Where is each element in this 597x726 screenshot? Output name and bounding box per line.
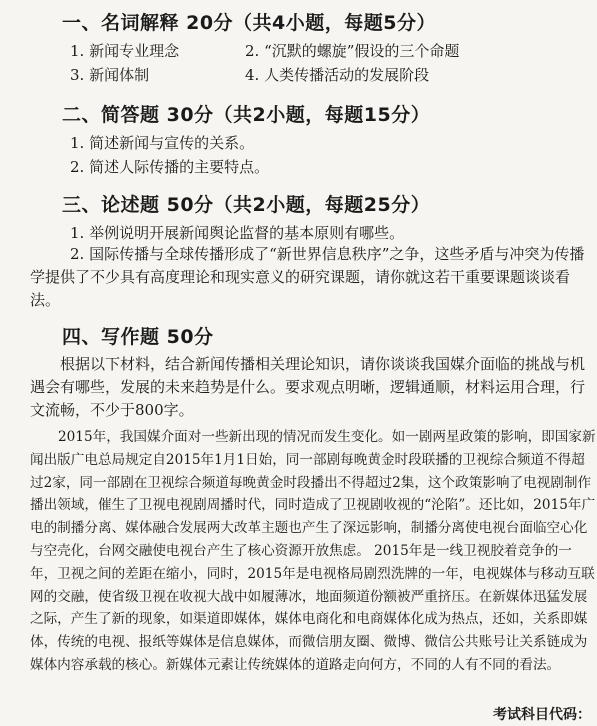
- section4-title: 四、写作题 50分: [62, 326, 214, 348]
- section2-title: 二、简答题 30分（共2小题，每题15分）: [62, 104, 431, 126]
- section4-material: 2015年，我国媒介面对一些新出现的情况而发生变化。如一剧两星政策的影响，即国家新闻出版广电总局规定自2015年1月1日始，同一部剧每晚黄金时段联播的卫视综合频道不得超过2家，同一部剧在卫视综合频道每晚黄金时段播出不得超过2集，这个政策影响了电视剧制作播出领域，催生了卫视电视剧周播时代，同时造成了卫视剧收视的“沦陷”。还比如，2015年广电的制播分离、媒体融合发展两大改革主题也产生了深远影响，制播分离使电视台面临空心化与空壳化，台网交融使电视台产生了核心资源开放焦虑。 2015年是一线卫视胶着竞争的一年，卫视之间的差距在缩小，同时，2015年是电视格局剧烈洗牌的一年，电视媒体与移动互联网的交融，使省级卫视在收视大战中如履薄冰，地面频道份额被严重挤压。在新媒体迅猛发展之际，产生了新的现象，如渠道即媒体，媒体电商化和电商媒体化成为热点，还如，关系即媒体，传统的电视、报纸等媒体是信息媒体，而微信朋友圈、微博、微信公共账号让关系链成为媒体内容承载的核心。新媒体元素让传统媒体的道路走向何方，不同的人有不同的看法。: [30, 429, 596, 673]
- section4-instruction: 根据以下材料，结合新闻传播相关理论知识，请你谈谈我国媒介面临的挑战与机遇会有哪些，发展的未来趋势是什么。要求观点明晰，逻辑通顺，材料运用合理，行文流畅，不少于800字。: [30, 355, 586, 419]
- section2-item-1: 1. 简述新闻与宣传的关系。: [70, 134, 255, 152]
- section3-item-2: 2. 国际传播与全球传播形成了“新世界信息秩序”之争，这些矛盾与冲突为传播学提供了不少具有高度理论和现实意义的研究课题，请你就这若干重要课题谈谈看法。: [30, 245, 585, 309]
- subject-code-label: 考试科目代码：: [493, 707, 591, 723]
- section2-item-2: 2. 简述人际传播的主要特点。: [70, 158, 270, 176]
- section1-item-2: 2. “沉默的螺旋”假设的三个命题: [245, 42, 460, 60]
- section3-item-1: 1. 举例说明开展新闻舆论监督的基本原则有哪些。: [70, 224, 405, 242]
- section1-item-4: 4. 人类传播活动的发展阶段: [245, 66, 430, 84]
- section1-item-3: 3. 新闻体制: [70, 66, 150, 84]
- section1-item-1: 1. 新闻专业理念: [70, 42, 180, 60]
- section1-title: 一、名词解释 20分（共4小题，每题5分）: [62, 12, 436, 34]
- section3-title: 三、论述题 50分（共2小题，每题25分）: [62, 194, 431, 216]
